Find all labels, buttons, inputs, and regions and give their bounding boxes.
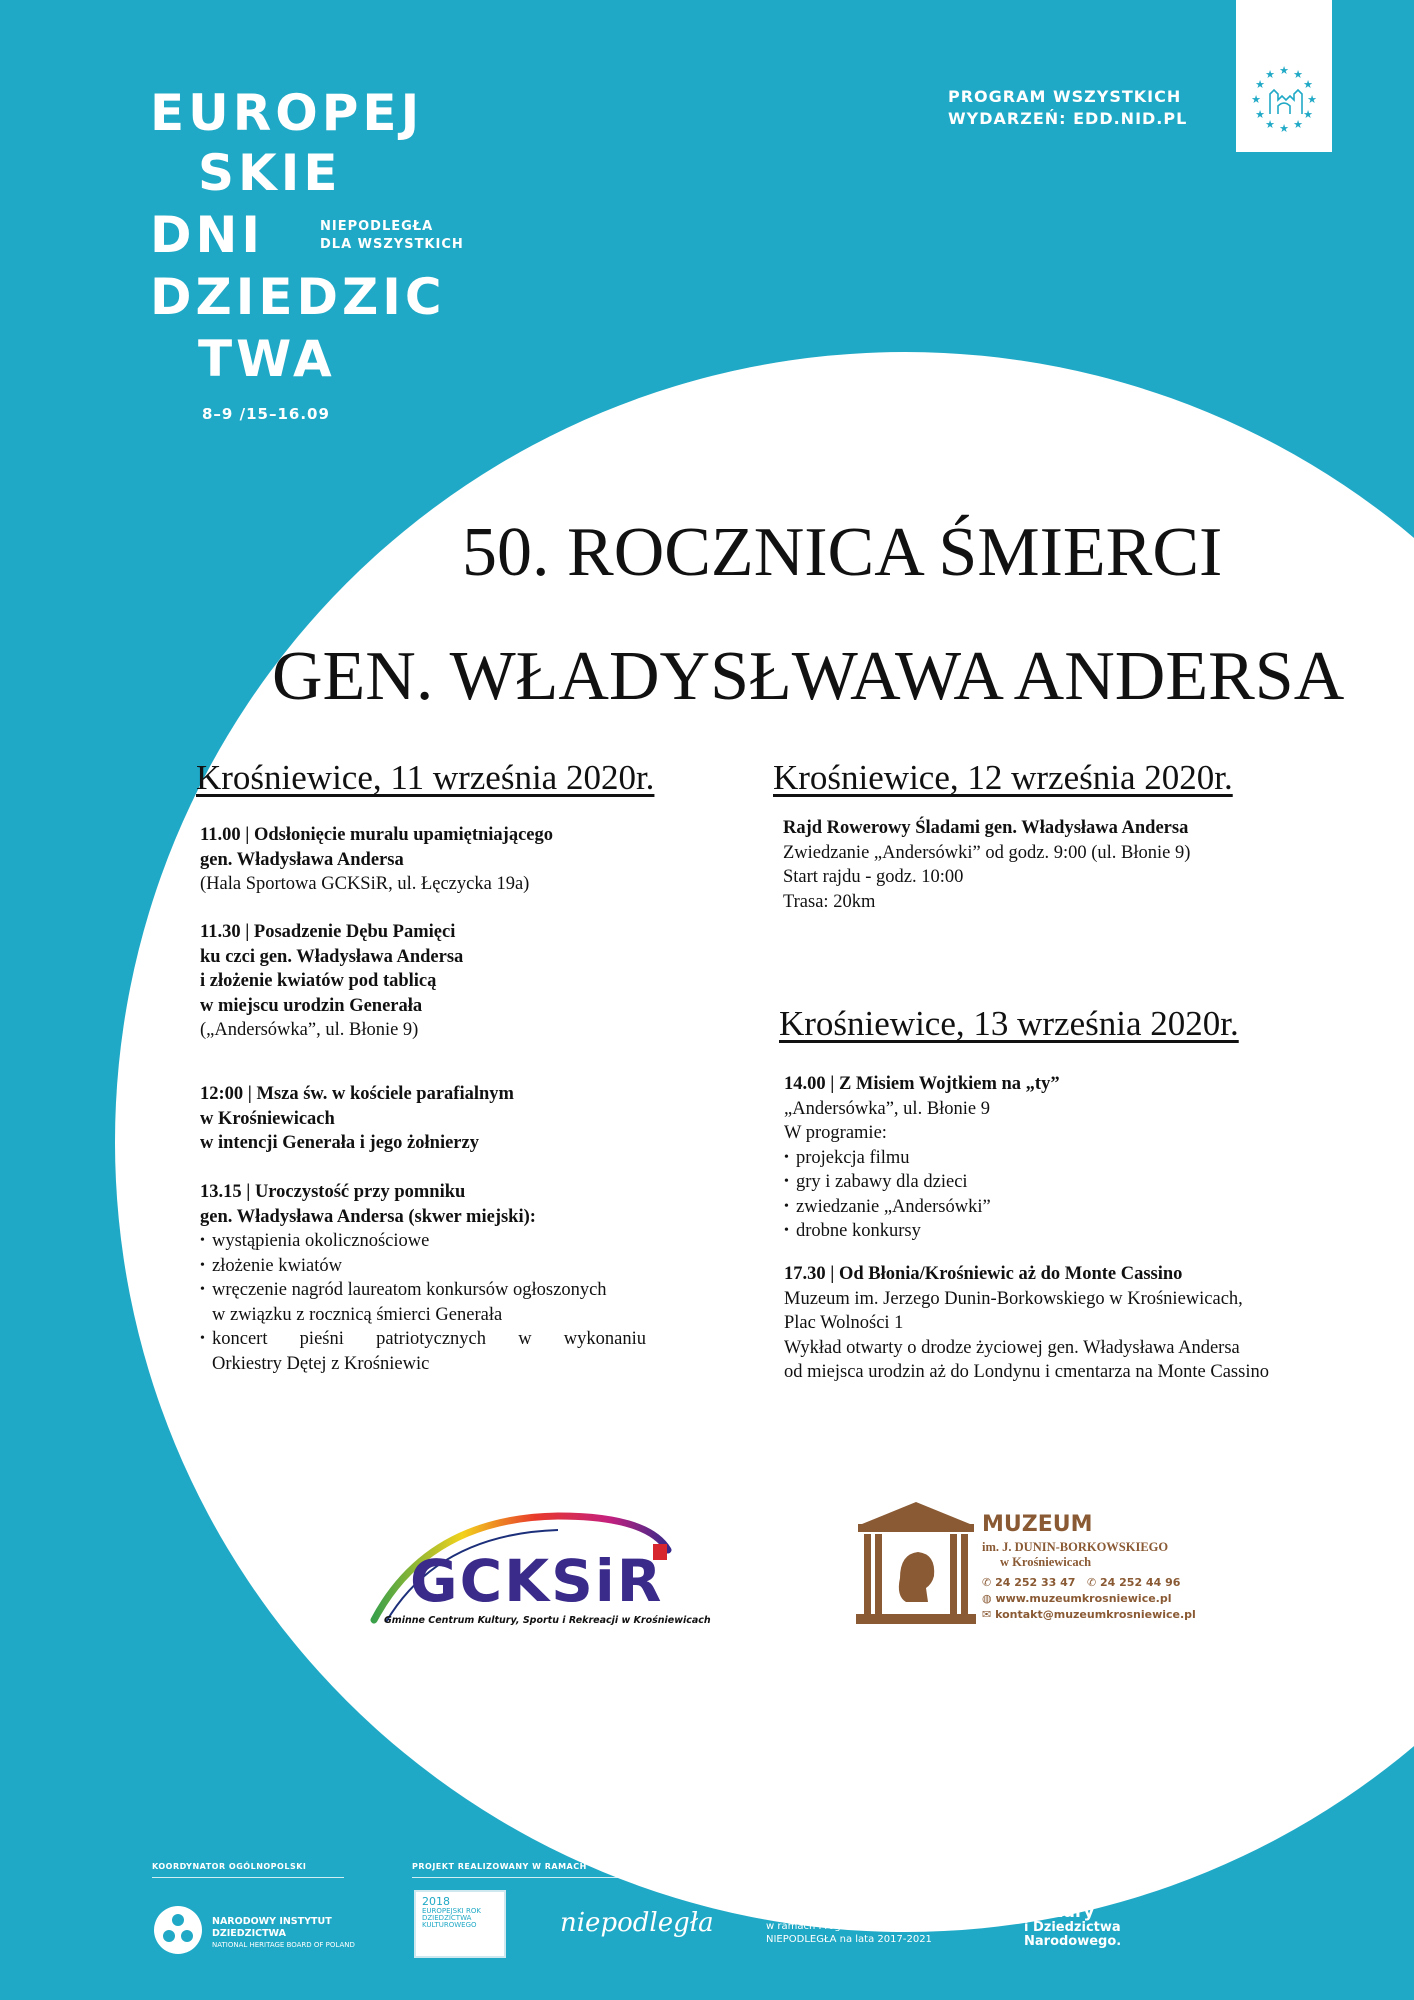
day3-event-2 — [784, 1262, 1344, 1385]
day3-e2-line1: 17.30 | Od Błonia/Krośniewic aż do Monte Cassino — [784, 1264, 1183, 1284]
day1-e3-line3: w intencji Generała i jego żołnierzy — [200, 1133, 479, 1153]
day2-line3: Start rajdu - godz. 10:00 — [783, 867, 964, 887]
footer-label-coordinator: KOORDYNATOR OGÓLNOPOLSKI — [152, 1862, 307, 1871]
nid-emblem-box — [1236, 0, 1332, 152]
museum-phones — [982, 1576, 1242, 1589]
list-item: • koncert pieśni patriotycznych w wykonaniu Orkiestry Dętej z Krośniewic — [200, 1327, 646, 1376]
phone-icon: ✆ — [982, 1576, 992, 1589]
list-item: • gry i zabawy dla dzieci — [784, 1170, 1344, 1195]
program-prefix: WYDARZEŃ: — [948, 109, 1074, 129]
day3-e2-line3: Plac Wolności 1 — [784, 1313, 904, 1333]
museum-name: MUZEUM — [982, 1512, 1093, 1537]
day2-event — [783, 816, 1343, 914]
svg-text:★: ★ — [1293, 118, 1303, 131]
logo-word-1: EUROPEJ — [150, 84, 424, 142]
day3-e2-line4: Wykład otwarty o drodze życiowej gen. Władysława Andersa — [784, 1337, 1240, 1358]
day1-e3-line1: 12:00 | Msza św. w kościele parafialnym — [200, 1084, 514, 1104]
ministry-line4: Narodowego. — [1024, 1934, 1122, 1950]
day3-e1-line2: „Andersówka”, ul. Błonie 9 — [784, 1098, 991, 1119]
day2-line4: Trasa: 20km — [783, 891, 876, 912]
footer-divider-2 — [412, 1877, 716, 1878]
nid-line3: NATIONAL HERITAGE BOARD OF POLAND — [212, 1940, 355, 1949]
day2-line1: Rajd Rowerowy Śladami gen. Władysława Andersa — [783, 818, 1189, 838]
funding-line2: Kultury i Dziedzictwa Narodowego — [766, 1908, 937, 1919]
day1-e1-time: 11.00 | — [200, 825, 254, 845]
museum-email[interactable]: kontakt@muzeumkrosniewice.pl — [995, 1608, 1196, 1621]
day2-line2: Zwiedzanie „Andersówki” od godz. 9:00 (ul. Błonie 9) — [783, 842, 1191, 863]
svg-text:★: ★ — [1307, 93, 1317, 106]
footer-label-patronage: PATRONAT HONOROWY — [1024, 1862, 1137, 1871]
nid-logo-text — [212, 1916, 355, 1950]
ministry-logo — [1024, 1890, 1121, 1949]
funding-line1: Dofinansowane ze środków Ministra — [766, 1895, 946, 1906]
day1-e2-line1: 11.30 | Posadzenie Dębu Pamięci — [200, 922, 456, 942]
day1-e2-line3: i złożenie kwiatów pod tablicą — [200, 971, 437, 991]
page-title-line2: GEN. WŁADYSŁWAWA ANDERSA — [272, 638, 1345, 715]
niepodlegla-logo: niepodległa — [560, 1908, 714, 1938]
fax-icon: ✆ — [1086, 1576, 1097, 1589]
rok-line1: 2018 — [422, 1895, 450, 1908]
gcksir-subtitle: Gminne Centrum Kultury, Sportu i Rekreacji w Krośniewicach — [384, 1615, 711, 1626]
day1-event-1 — [200, 823, 660, 897]
museum-www-row — [982, 1592, 1242, 1605]
funding-line3: w ramach Programu Wieloletniego — [766, 1921, 939, 1932]
program-info — [948, 86, 1187, 131]
museum-sub1: im. J. DUNIN-BORKOWSKIEGO — [982, 1540, 1169, 1554]
museum-phone1: 24 252 33 47 — [995, 1576, 1076, 1589]
list-item: • złożenie kwiatów — [200, 1254, 646, 1279]
day1-event-4 — [200, 1180, 646, 1376]
svg-text:★: ★ — [1293, 68, 1303, 81]
europejski-rok-logo — [414, 1890, 506, 1958]
svg-text:★: ★ — [1251, 93, 1261, 106]
program-url[interactable]: EDD.NID.PL — [1073, 109, 1188, 129]
footer-divider-3 — [766, 1877, 962, 1878]
svg-text:★: ★ — [1279, 122, 1289, 135]
logo-word-2: SKIE — [198, 144, 342, 202]
logo-dates: 8–9 /15–16.09 — [202, 405, 330, 423]
day1-e2-line4: w miejscu urodzin Generała — [200, 995, 423, 1016]
museum-building-icon — [856, 1500, 976, 1628]
day3-e2-line5: od miejsca urodzin aż do Londynu i cmentarza na Monte Cassino — [784, 1362, 1269, 1382]
svg-text:★: ★ — [1303, 108, 1313, 121]
footer-divider-1 — [152, 1877, 344, 1878]
logo-word-5: TWA — [198, 330, 336, 388]
funding-line4: NIEPODLEGŁA na lata 2017-2021 — [766, 1934, 932, 1945]
logo-word-4: DZIEDZIC — [150, 268, 446, 326]
rok-text — [416, 1892, 504, 1930]
page-title-line1: 50. ROCZNICA ŚMIERCI — [462, 514, 1223, 591]
program-line1: PROGRAM WSZYSTKICH — [948, 87, 1182, 106]
day1-heading: Krośniewice, 11 września 2020r. — [196, 758, 655, 797]
rok-line4: KULTUROWEGO — [422, 1921, 477, 1930]
svg-text:★: ★ — [1265, 68, 1275, 81]
day3-e1-line3: W programie: — [784, 1123, 887, 1143]
museum-email-row — [982, 1608, 1242, 1621]
list-item: • wręczenie nagród laureatom konkursów ogłoszonych w związku z rocznicą śmierci Generała — [200, 1278, 646, 1327]
logo-tagline-line2: DLA WSZYSTKICH — [320, 236, 464, 252]
svg-text:★: ★ — [1303, 78, 1313, 91]
list-item: • drobne konkursy — [784, 1219, 1344, 1244]
list-item: • zwiedzanie „Andersówki” — [784, 1195, 1344, 1220]
ministry-line3: i Dziedzictwa — [1024, 1920, 1121, 1936]
list-item: • wystąpienia okolicznościowe — [200, 1229, 646, 1254]
day1-event-3 — [200, 1082, 660, 1156]
nid-logo-icon — [152, 1904, 204, 1956]
day1-e1-title1: Odsłonięcie muralu upamiętniającego — [253, 825, 554, 845]
day1-e1-place: (Hala Sportowa GCKSiR, ul. Łęczycka 19a) — [200, 874, 530, 894]
day2-heading: Krośniewice, 12 września 2020r. — [773, 758, 1233, 797]
program-line2 — [948, 108, 1187, 130]
svg-text:★: ★ — [1279, 64, 1289, 77]
list-item: • projekcja filmu — [784, 1146, 1344, 1171]
day3-event-1 — [784, 1072, 1344, 1244]
day3-heading: Krośniewice, 13 września 2020r. — [779, 1004, 1239, 1043]
gcksir-logo — [368, 1510, 728, 1630]
funding-note — [766, 1894, 945, 1946]
nid-line1: NARODOWY INSTYTUT — [212, 1916, 332, 1927]
svg-text:★: ★ — [1255, 78, 1265, 91]
stars-castle-icon — [1236, 0, 1332, 152]
globe-icon: ◍ — [982, 1592, 992, 1605]
day1-e3-line2: w Krośniewicach — [200, 1108, 335, 1129]
museum-www[interactable]: www.muzeumkrosniewice.pl — [995, 1592, 1172, 1605]
logo-word-3: DNI — [150, 206, 264, 264]
ministry-line1: Ministerstwo — [1024, 1889, 1120, 1904]
day1-e4-line2: gen. Władysława Andersa (skwer miejski): — [200, 1206, 536, 1227]
day1-e2-place: („Andersówka”, ul. Błonie 9) — [200, 1020, 419, 1040]
nid-line2: DZIEDZICTWA — [212, 1928, 286, 1940]
day1-e4-list — [200, 1229, 646, 1376]
day3-e1-line1: 14.00 | Z Misiem Wojtkiem na „ty” — [784, 1074, 1060, 1094]
svg-text:★: ★ — [1265, 118, 1275, 131]
rok-line2: EUROPEJSKI ROK — [422, 1906, 481, 1915]
gcksir-name: GCKSiR — [410, 1547, 664, 1615]
day1-e4-line1: 13.15 | Uroczystość przy pomniku — [200, 1182, 466, 1202]
rok-line3: DZIEDZICTWA — [422, 1913, 472, 1922]
logo-tagline — [320, 218, 464, 253]
envelope-icon: ✉ — [982, 1608, 992, 1621]
ministry-line2: Kultury — [1024, 1901, 1095, 1922]
museum-sub2: w Krośniewicach — [1000, 1555, 1092, 1569]
day3-e1-list — [784, 1146, 1344, 1244]
svg-text:★: ★ — [1255, 108, 1265, 121]
footer-label-project: PROJEKT REALIZOWANY W RAMACH — [412, 1862, 587, 1871]
day1-e1-title2: gen. Władysława Andersa — [200, 849, 404, 870]
museum-info — [982, 1514, 1242, 1621]
day1-e2-line2: ku czci gen. Władysława Andersa — [200, 946, 464, 967]
museum-phone2: 24 252 44 96 — [1100, 1576, 1181, 1589]
day1-event-2 — [200, 920, 660, 1043]
footer-divider-4 — [1024, 1877, 1132, 1878]
day3-e2-line2: Muzeum im. Jerzego Dunin-Borkowskiego w Krośniewicach, — [784, 1288, 1243, 1309]
logo-tagline-line1: NIEPODLEGŁA — [320, 219, 434, 234]
